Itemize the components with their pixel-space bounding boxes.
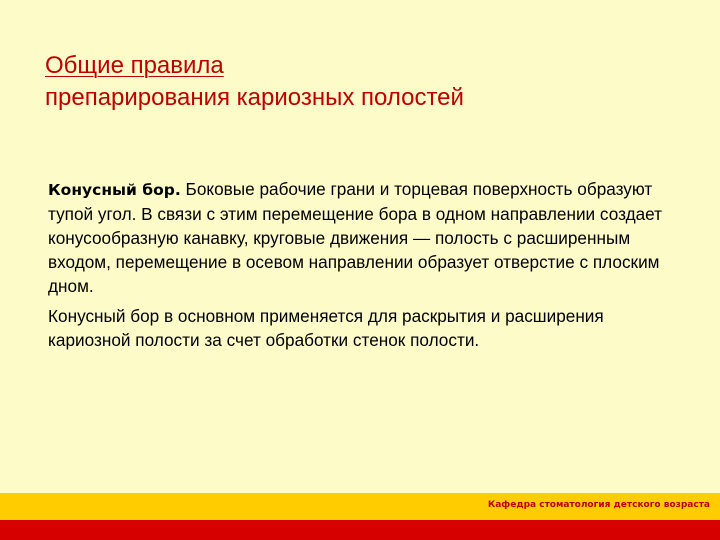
slide-title <box>45 50 685 114</box>
footer-department-label: Кафедра стоматология детского возраста <box>487 500 710 510</box>
slide-body <box>48 177 688 358</box>
title-line-1: Общие правила <box>45 52 224 79</box>
paragraph-1-lead: Конусный бор. <box>48 181 181 199</box>
paragraph-1-text: Боковые рабочие грани и торцевая поверхность образуют тупой угол. В связи с этим перемещение бора в одном направлении создает конусообразную канавку, круговые движения — полость с расширенным входом, перемещение в осевом направлении образует отверстие с плоским дном. <box>48 179 663 296</box>
footer-band-red <box>0 520 720 540</box>
title-line-2: препарирования кариозных полостей <box>45 84 464 111</box>
paragraph-2: Конусный бор в основном применяется для раскрытия и расширения кариозной полости за счет обработки стенок полости. <box>48 306 604 350</box>
paragraph-1 <box>48 177 688 298</box>
